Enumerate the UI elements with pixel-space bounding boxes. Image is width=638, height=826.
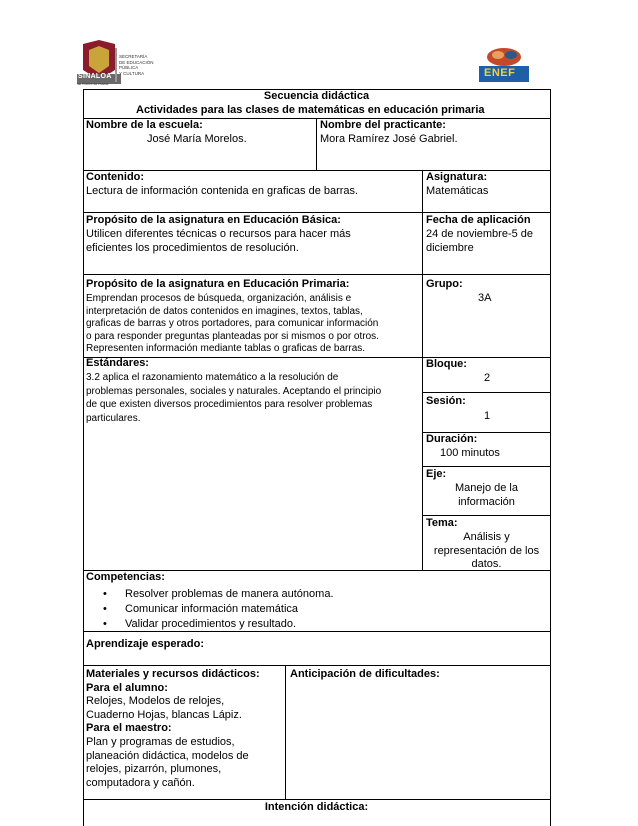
page-subtitle: Actividades para las clases de matemáticas en educación primaria (136, 104, 485, 116)
grupo-value: 3A (478, 292, 492, 304)
tema-line: representación de los (433, 545, 540, 557)
fecha-line: diciembre (426, 242, 474, 254)
bullet-icon: • (103, 603, 107, 615)
alumno-label: Para el alumno: (86, 681, 168, 694)
grupo-label: Grupo: (426, 278, 463, 290)
bloque-value: 2 (484, 372, 491, 384)
tema-line: Análisis y (463, 531, 510, 543)
eje-line: información (458, 496, 515, 508)
duracion-label: Duración: (426, 433, 478, 445)
asignatura-label: Asignatura: (426, 171, 488, 183)
sinaloa-logo-subtitle: SE TODOS SE PUEDE (77, 82, 109, 86)
anticipacion-label: Anticipación de dificultades: (290, 668, 440, 680)
sesion-value: 1 (484, 410, 491, 422)
enef-logo-name: ENEF (484, 67, 516, 79)
list-item: • Comunicar información matemática (103, 603, 299, 615)
list-item: • Resolver problemas de manera autónoma. (103, 588, 334, 600)
materiales-label: Materiales y recursos didácticos: (86, 668, 260, 680)
competencias-list (103, 587, 334, 632)
proposito-primaria-text: Emprendan procesos de búsqueda, organización, análisis e interpretación de datos contenidos en imagines, textos, tablas, graficas de barras y otros portadores, para comunicar información o para responder preguntas planteadas por si mismos o por otros. Representen información mediante tablas o graficas de barras. (86, 293, 379, 354)
proposito-basica-line: eficientes los procedimientos de resolución. (86, 242, 299, 254)
intencion-label: Intención didáctica: (264, 801, 369, 813)
bullet-icon: • (103, 618, 107, 630)
bloque-label: Bloque: (426, 358, 467, 370)
estandares-text: 3.2 aplica el razonamiento matemático a la resolución de problemas personales, sociales y naturales. Aceptando el principio de que existen diversos procedimientos para resolver problemas particulares. (86, 372, 382, 424)
proposito-basica-line: Utilicen diferentes técnicas o recursos para hacer más (86, 228, 351, 240)
materiales-cell: Materiales y recursos didácticos: Para el alumno: Relojes, Modelos de relojes, Cuaderno Hojas, blancas Lápiz. Para el maestro: Plan y programas de estudios, planeación didáctica, modelos de relojes, pizarrón, plumones, computadora y cañón. (86, 668, 260, 789)
competencias-label: Competencias: (86, 571, 165, 583)
page-title: Secuencia didáctica (263, 90, 370, 102)
contenido-label: Contenido: (86, 171, 145, 183)
estandares-label: Estándares: (86, 357, 149, 369)
proposito-basica-label: Propósito de la asignatura en Educación Básica: (86, 214, 341, 226)
maestro-label: Para el maestro: (86, 722, 172, 735)
sinaloa-logo-name: SINALOA (78, 73, 112, 80)
practicante-value: Mora Ramírez José Gabriel. (320, 133, 458, 145)
tema-line: datos. (471, 558, 502, 570)
eje-label: Eje: (426, 468, 447, 480)
list-item: • Validar procedimientos y resultado. (103, 618, 296, 630)
eje-line: Manejo de la (455, 482, 518, 494)
contenido-value: Lectura de información contenida en graficas de barras. (86, 185, 359, 197)
fecha-line: 24 de noviembre-5 de (426, 228, 534, 240)
fecha-label: Fecha de aplicación (426, 214, 531, 226)
proposito-primaria-label: Propósito de la asignatura en Educación Primaria: (86, 278, 350, 290)
escuela-value: José María Morelos. (147, 133, 247, 145)
sesion-label: Sesión: (426, 395, 466, 407)
enef-logo (478, 46, 530, 84)
aprendizaje-label: Aprendizaje esperado: (86, 638, 204, 650)
bullet-icon: • (103, 588, 107, 600)
tema-label: Tema: (426, 517, 458, 529)
sep-text: SECRETARÍA DE EDUCACIÓN PÚBLICA Y CULTURA (119, 54, 154, 76)
duracion-value: 100 minutos (440, 447, 500, 459)
sinaloa-logo (77, 40, 162, 90)
practicante-label: Nombre del practicante: (320, 119, 446, 131)
escuela-label: Nombre de la escuela: (86, 119, 203, 131)
asignatura-value: Matemáticas (426, 185, 489, 197)
